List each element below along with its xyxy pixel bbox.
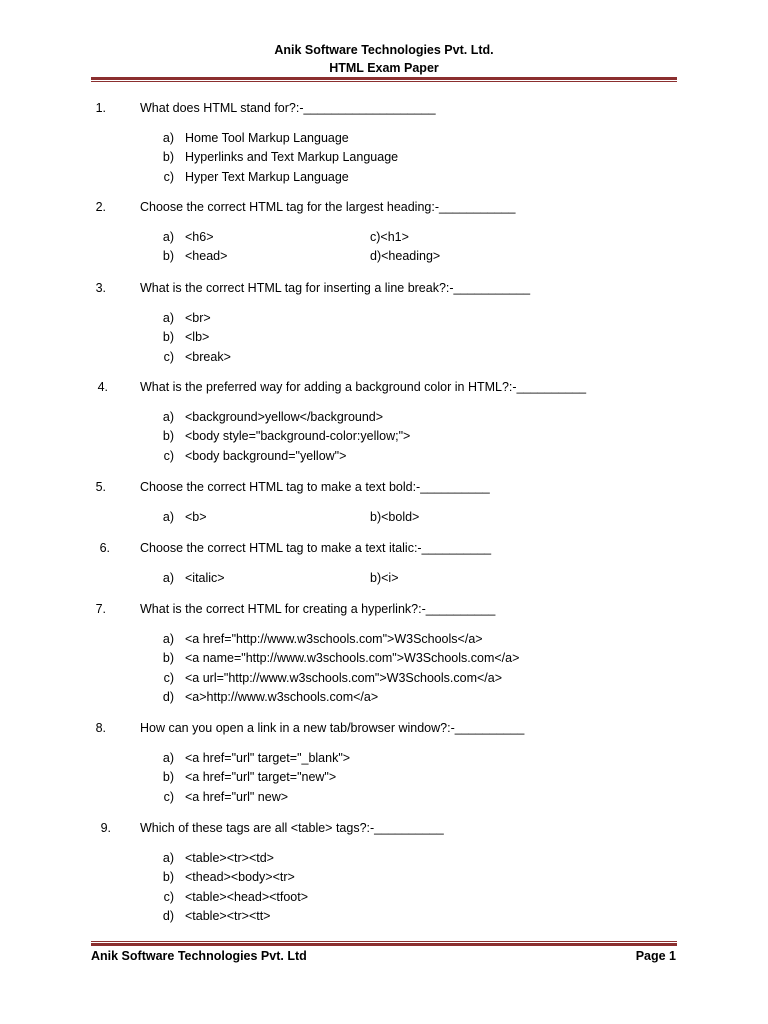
option-text: <table><tr><td> <box>185 851 274 865</box>
option-letter: a) <box>162 311 174 325</box>
option-text: Hyperlinks and Text Markup Language <box>185 150 399 164</box>
option-letter: a) <box>162 751 174 765</box>
option-letter: a) <box>162 230 174 244</box>
option-letter: c) <box>163 449 174 463</box>
question-text: What does HTML stand for?:-___________________ <box>140 101 436 115</box>
question-number: 2. <box>95 200 106 214</box>
option-text: <a href="http://www.w3schools.com">W3Schools</a> <box>185 632 483 646</box>
footer-company: Anik Software Technologies Pvt. Ltd <box>91 949 307 963</box>
option-letter: c) <box>163 790 174 804</box>
option-text: <head> <box>185 249 228 263</box>
option-text: <italic> <box>185 571 225 585</box>
option-text: <break> <box>185 350 231 364</box>
option-text: <table><head><tfoot> <box>185 890 309 904</box>
option-letter: b) <box>162 330 174 344</box>
option-text: <body background="yellow"> <box>185 449 347 463</box>
option-text-right: b)<bold> <box>370 510 420 524</box>
option-text-right: c)<h1> <box>370 230 409 244</box>
option-letter: b) <box>162 651 174 665</box>
option-letter: a) <box>162 510 174 524</box>
header-rule <box>91 77 677 82</box>
question-text: How can you open a link in a new tab/browser window?:-__________ <box>140 721 525 735</box>
question-text: Which of these tags are all <table> tags?:-__________ <box>140 821 444 835</box>
option-letter: a) <box>162 571 174 585</box>
option-letter: c) <box>163 890 174 904</box>
option-letter: b) <box>162 870 174 884</box>
option-text: <br> <box>185 311 211 325</box>
option-letter: c) <box>163 350 174 364</box>
option-letter: c) <box>163 671 174 685</box>
option-letter: a) <box>162 632 174 646</box>
option-letter: d) <box>162 690 174 704</box>
option-letter: c) <box>163 170 174 184</box>
option-text: <body style="background-color:yellow;"> <box>185 429 411 443</box>
question-text: Choose the correct HTML tag for the largest heading:-___________ <box>140 200 516 214</box>
option-letter: a) <box>162 131 174 145</box>
question-text: What is the preferred way for adding a background color in HTML?:-__________ <box>140 380 587 394</box>
option-letter: b) <box>162 770 174 784</box>
option-letter: b) <box>162 429 174 443</box>
question-number: 5. <box>95 480 106 494</box>
option-text: <h6> <box>185 230 214 244</box>
page-number: Page 1 <box>635 949 676 963</box>
option-text: <a url="http://www.w3schools.com">W3Schools.com</a> <box>185 671 503 685</box>
option-letter: b) <box>162 249 174 263</box>
option-text: <a name="http://www.w3schools.com">W3Schools.com</a> <box>185 651 520 665</box>
question-number: 4. <box>97 380 108 394</box>
question-number: 8. <box>95 721 106 735</box>
page-title: HTML Exam Paper <box>329 61 439 75</box>
option-letter: b) <box>162 150 174 164</box>
option-text: <background>yellow</background> <box>185 410 384 424</box>
option-text: <a href="url" target="_blank"> <box>185 751 351 765</box>
option-text: <table><tr><tt> <box>185 909 271 923</box>
question-number: 1. <box>95 101 106 115</box>
company-name: Anik Software Technologies Pvt. Ltd. <box>274 43 494 57</box>
question-number: 7. <box>95 602 106 616</box>
option-text: <a href="url" target="new"> <box>185 770 337 784</box>
option-text: <thead><body><tr> <box>185 870 295 884</box>
question-text: Choose the correct HTML tag to make a text italic:-__________ <box>140 541 492 555</box>
option-text: <a href="url" new> <box>185 790 289 804</box>
option-text-right: d)<heading> <box>370 249 441 263</box>
question-number: 6. <box>99 541 110 555</box>
option-letter: a) <box>162 410 174 424</box>
option-text: <lb> <box>185 330 210 344</box>
question-text: Choose the correct HTML tag to make a text bold:-__________ <box>140 480 490 494</box>
question-number: 9. <box>100 821 111 835</box>
option-letter: a) <box>162 851 174 865</box>
question-text: What is the correct HTML tag for inserting a line break?:-___________ <box>140 281 531 295</box>
option-letter: d) <box>162 909 174 923</box>
footer-rule <box>91 940 677 946</box>
option-text-right: b)<i> <box>370 571 399 585</box>
option-text: Home Tool Markup Language <box>185 131 349 145</box>
question-number: 3. <box>95 281 106 295</box>
option-text: <b> <box>185 510 207 524</box>
option-text: Hyper Text Markup Language <box>185 170 349 184</box>
question-text: What is the correct HTML for creating a hyperlink?:-__________ <box>140 602 496 616</box>
option-text: <a>http://www.w3schools.com</a> <box>185 690 379 704</box>
